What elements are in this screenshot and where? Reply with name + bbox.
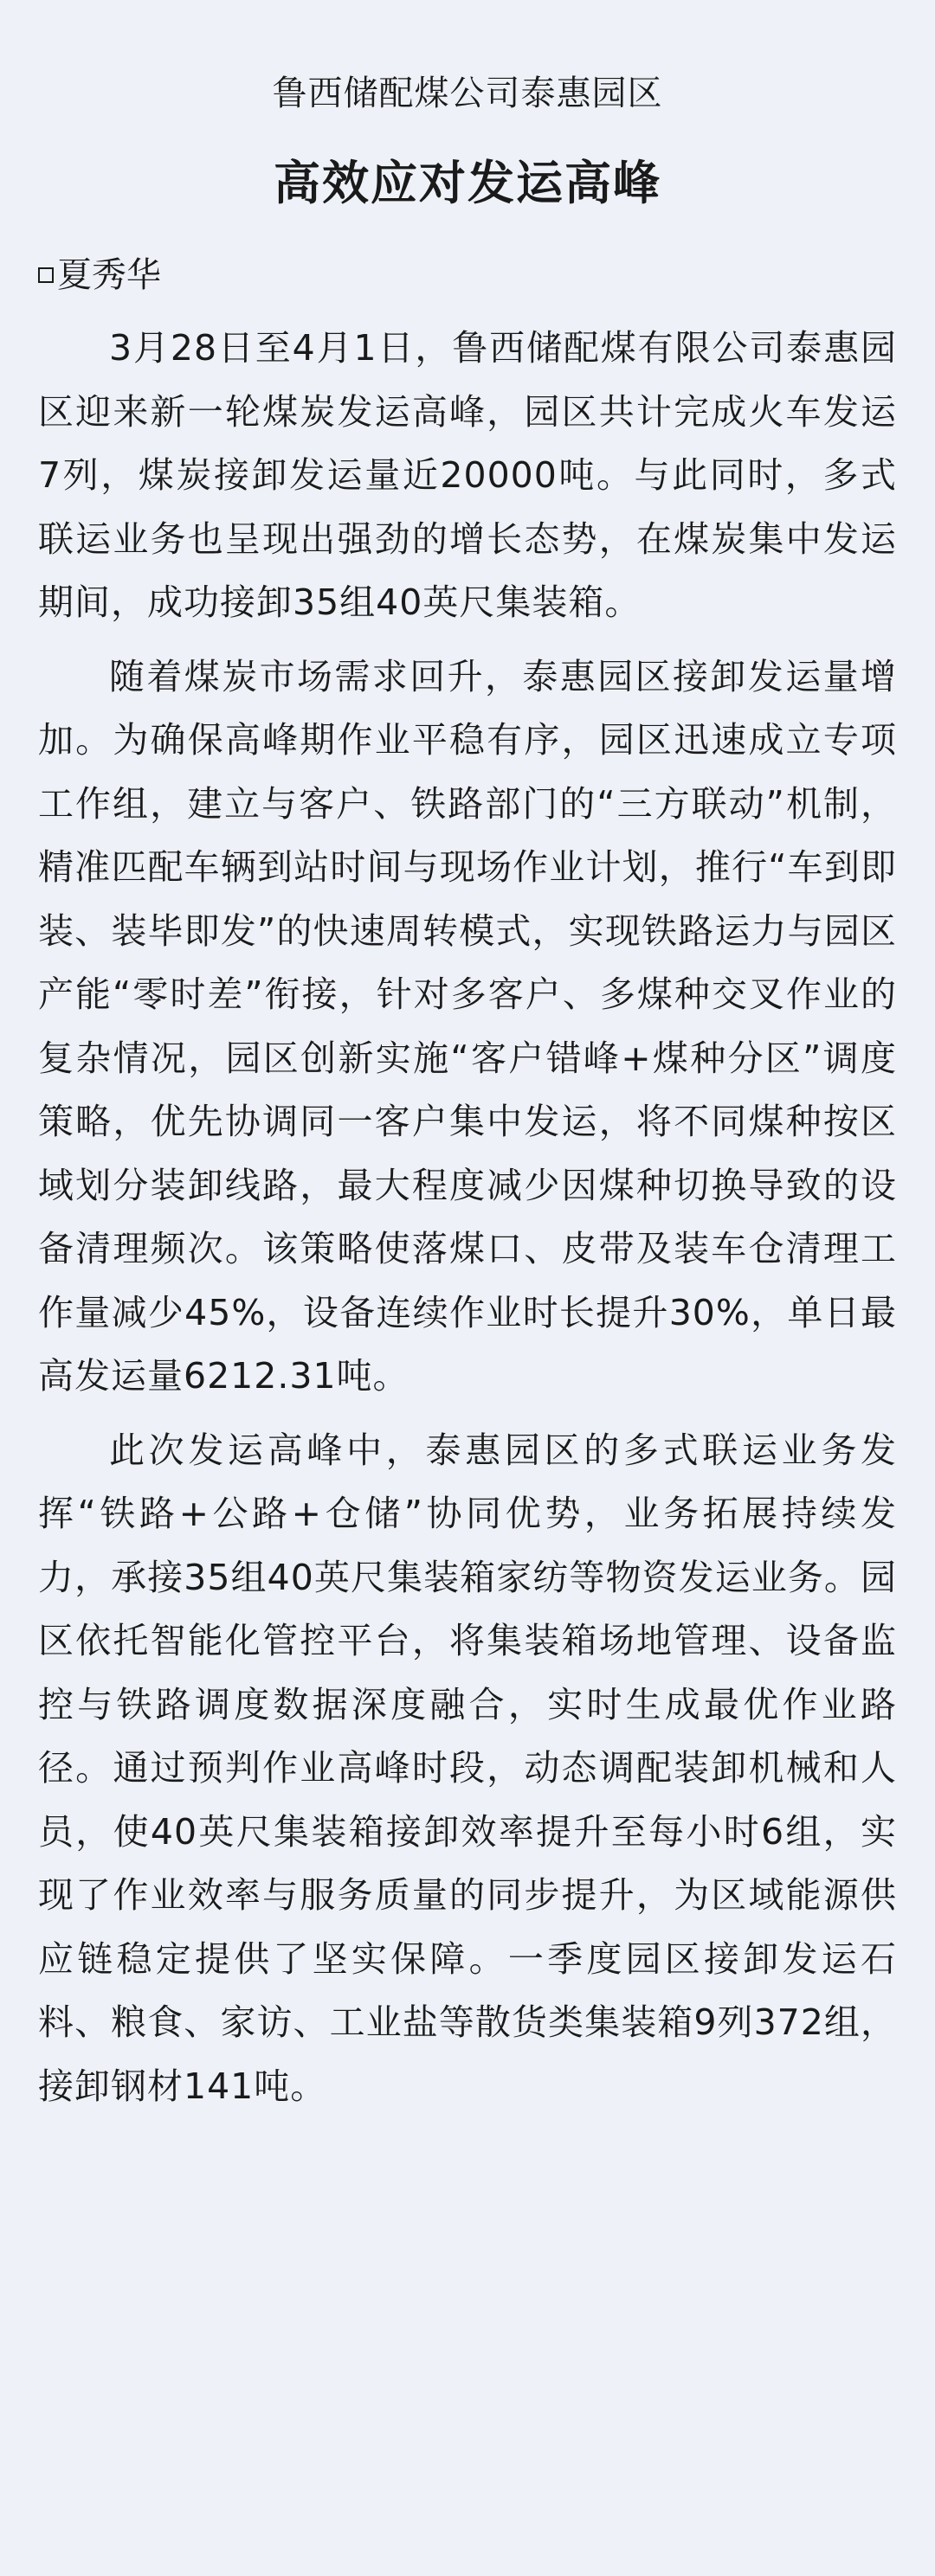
author-name: 夏秀华 (57, 255, 161, 295)
paragraph: 3月28日至4月1日，鲁西储配煤有限公司泰惠园区迎来新一轮煤炭发运高峰，园区共计完成火车发运7列，煤炭接卸发运量近20000吨。与此同时，多式联运业务也呈现出强劲的增长态势，在煤炭集中发运期间，成功接卸35组40英尺集装箱。 (38, 327, 897, 623)
paragraph: 随着煤炭市场需求回升，泰惠园区接卸发运量增加。为确保高峰期作业平稳有序，园区迅速成立专项工作组，建立与客户、铁路部门的“三方联动”机制，精准匹配车辆到站时间与现场作业计划，推行“车到即装、装毕即发”的快速周转模式，实现铁路运力与园区产能“零时差”衔接，针对多客户、多煤种交叉作业的复杂情况，园区创新实施“客户错峰+煤种分区”调度策略，优先协调同一客户集中发运，将不同煤种按区域划分装卸线路，最大程度减少因煤种切换导致的设备清理频次。该策略使落煤口、皮带及装车仓清理工作量减少45%，设备连续作业时长提升30%，单日最高发运量6212.31吨。 (38, 655, 897, 1397)
paragraph: 此次发运高峰中，泰惠园区的多式联运业务发挥“铁路+公路+仓储”协同优势，业务拓展持续发力，承接35组40英尺集装箱家纺等物资发运业务。园区依托智能化管控平台，将集装箱场地管理、设备监控与铁路调度数据深度融合，实时生成最优作业路径。通过预判作业高峰时段，动态调配装卸机械和人员，使40英尺集装箱接卸效率提升至每小时6组，实现了作业效率与服务质量的同步提升，为区域能源供应链稳定提供了坚实保障。一季度园区接卸发运石料、粮食、家访、工业盐等散货类集装箱9列372组，接卸钢材141吨。 (38, 1429, 897, 2107)
article-kicker: 鲁西储配煤公司泰惠园区 (272, 74, 663, 113)
article-body (38, 317, 897, 2118)
byline (38, 254, 897, 296)
article-headline: 高效应对发运高峰 (274, 156, 661, 210)
byline-box-icon (38, 267, 54, 283)
